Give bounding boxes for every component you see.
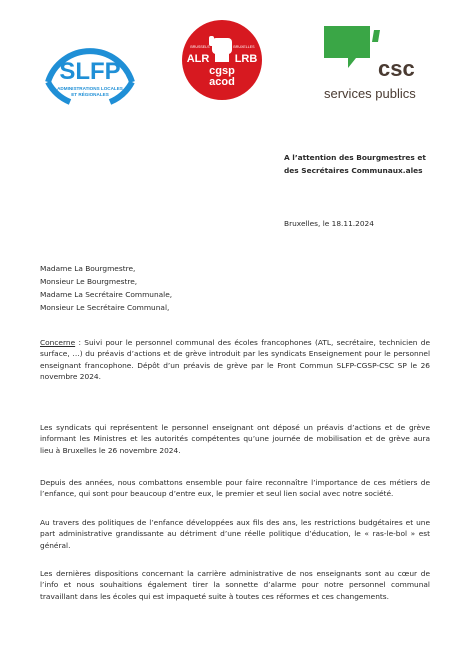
- acod-logo-cgsp: cgsp: [209, 65, 235, 77]
- addressee-list: [40, 262, 172, 314]
- acod-logo-right: LRB: [234, 53, 258, 65]
- csc-logo-name: csc: [378, 56, 415, 81]
- addressee-line: Monsieur Le Secrétaire Communal,: [40, 303, 170, 312]
- slfp-logo-subtitle-2: ET RÉGIONALES: [71, 92, 109, 97]
- subject-text: : Suivi pour le personnel communal des écoles francophones (ATL, secrétaire, technicien de surface, …) du préavis d’actions et de grève introduit par les syndicats Enseignement pour le personnel enseignant francophone. Dépôt d’un préavis de grève par le Front Commun SLFP-CGSP-CSC SP le 26 novembre 2024.: [40, 338, 430, 382]
- place-date: Bruxelles, le 18.11.2024: [284, 219, 374, 228]
- cgsp-acod-logo: [180, 18, 264, 102]
- acod-logo-left: ALR: [186, 53, 210, 65]
- subject-paragraph: [40, 337, 430, 383]
- addressee-line: Monsieur Le Bourgmestre,: [40, 277, 138, 286]
- attention-block: [284, 152, 454, 177]
- body-paragraph: Les dernières dispositions concernant la carrière administrative de nos enseignants sont au cœur de l’info et nous souhaitions également tirer la sonnette d’alarme pour notre personnel communal travaillant dans les écoles qui est impaqueté suite à toutes ces réformes et ces changements.: [40, 569, 430, 601]
- csc-logo-subtitle: services publics: [324, 86, 416, 101]
- attention-line-2: des Secrétaires Communaux.ales: [284, 165, 423, 175]
- acod-logo-top-left: BRUSSELS: [190, 45, 210, 49]
- slfp-logo-name: SLFP: [59, 58, 121, 85]
- slfp-logo-subtitle-1: ADMINISTRATIONS LOCALES: [57, 86, 123, 91]
- body-paragraph: Depuis des années, nous combattons ensemble pour faire reconnaître l’importance de ces métiers de l’enfance, qui sont pour beaucoup d’entre eux, le premier et seul lien social avec notre société.: [40, 478, 430, 499]
- addressee-line: Madame La Bourgmestre,: [40, 264, 136, 273]
- acod-logo-acod: acod: [209, 76, 235, 88]
- body-paragraph: Les syndicats qui représentent le personnel enseignant ont déposé un préavis d’actions et de grève informant les Ministres et les autorités compétentes qu’une journée de mobilisation et de grève aura lieu à Bruxelles le 26 novembre 2024.: [40, 423, 430, 455]
- slfp-logo: [40, 22, 140, 106]
- body-paragraph: Au travers des politiques de l’enfance développées aux fils des ans, les restrictions budgétaires et une part administrative grandissante au détriment d’une réelle politique d’éducation, le « ras-le-bol » est général.: [40, 518, 430, 550]
- csc-logo: [318, 20, 438, 104]
- addressee-line: Madame La Secrétaire Communale,: [40, 290, 173, 299]
- acod-logo-top-right: BRUXELLES: [233, 45, 255, 49]
- attention-line-1: A l’attention des Bourgmestres et: [284, 153, 426, 162]
- subject-label: Concerne: [40, 338, 76, 347]
